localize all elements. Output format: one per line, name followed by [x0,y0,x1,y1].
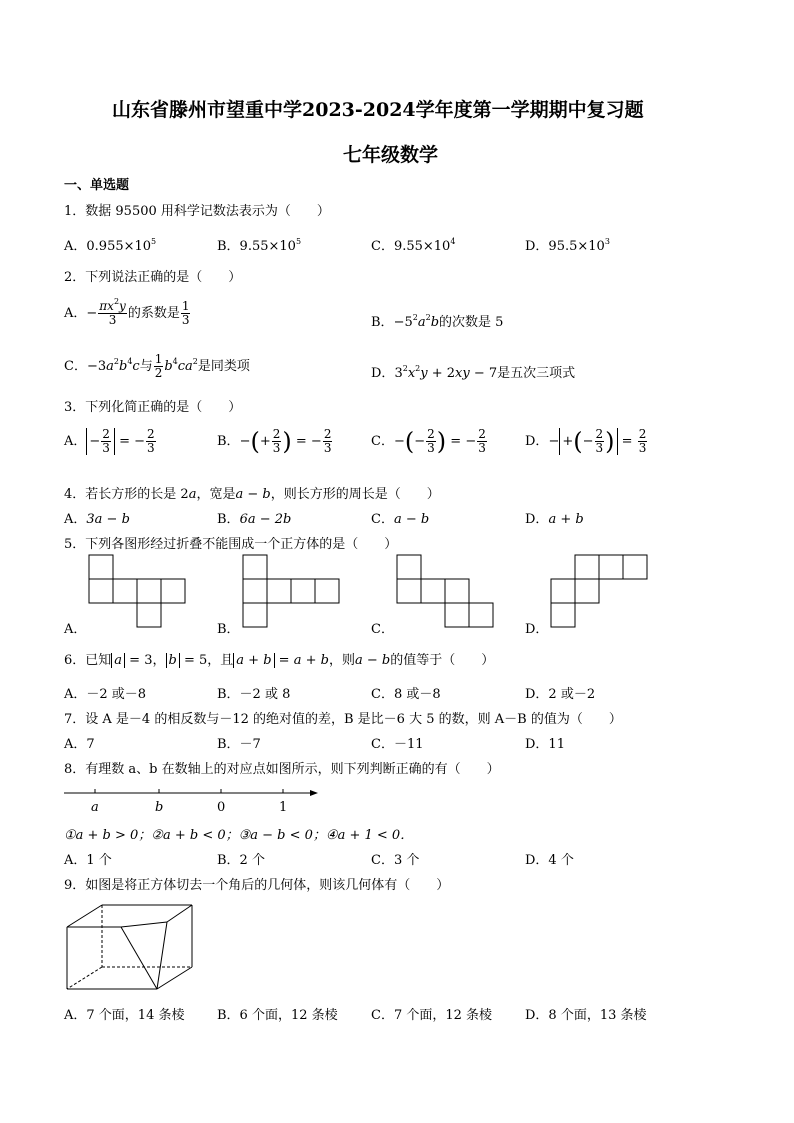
axis-label-0: 0 [217,800,226,815]
q3-option-a: A． − $\frac{2}{3}$ = − $\frac{2}{3}$ [64,427,155,455]
q9-option-b: B．6 个面，12 条棱 [217,1008,338,1023]
q1-option-d: D．$95.5\times 10^3$ [525,237,610,254]
question-6-stem: 6．已知 a = 3， b = 5，且 a + b = a + b，则a − b的值等于（ ） [64,653,495,668]
fraction: $\frac{\pi x^2y}{3}$ [99,297,126,327]
q4-option-a: A．3a − b [64,512,130,527]
q8-option-a: A．1 个 [64,853,112,868]
section-heading: 一、单选题 [64,178,130,193]
axis-label-b: b [155,800,164,815]
cube-net-c [397,555,497,630]
q5-option-c: C． [371,622,394,637]
q1-option-c: C．$9.55\times 10^4$ [371,237,456,254]
q2-option-c: C．$-3a^2b^4c$与 $\frac{1}{2}$ $b^4ca^2$是同类项 [64,352,250,380]
question-9-stem: 9．如图是将正方体切去一个角后的几何体，则该几何体有（ ） [64,878,450,893]
cut-cube-figure [64,902,196,992]
q2-option-d: D．$3^2x^2y + 2xy - 7$是五次三项式 [371,364,576,381]
cube-net-b [243,555,343,630]
q9-option-c: C．7 个面，12 条棱 [371,1008,493,1023]
question-2-stem: 2．下列说法正确的是（ ） [64,270,242,285]
question-1-stem: 1．数据 95500 用科学记数法表示为（ ） [64,204,330,219]
q4-option-d: D．a + b [525,512,584,527]
q3-option-c: C．−(− $\frac{2}{3}$ ) = − $\frac{2}{3}$ [371,427,486,456]
axis-label-a: a [91,800,99,815]
question-8-statements: ①a + b > 0；②a + b < 0；③a − b < 0；④a + 1 < 0． [64,828,414,843]
question-5-stem: 5．下列各图形经过折叠不能围成一个正方体的是（ ） [64,537,398,552]
q1-option-a: A．$0.955\times 10^5$ [64,237,157,254]
page-title: 山东省滕州市望重中学2023-2024学年度第一学期期中复习题 [112,99,644,121]
q6-option-a: A．－2 或－8 [64,687,147,702]
q6-option-b: B．－2 或 8 [217,687,291,702]
question-3-stem: 3．下列化简正确的是（ ） [64,400,242,415]
q4-option-c: C．a − b [371,512,430,527]
question-7-stem: 7．设 A 是－4 的相反数与－12 的绝对值的差，B 是比－6 大 5 的数，则 A－B 的值为（ ） [64,712,622,727]
q5-option-d: D． [525,622,549,637]
q8-option-d: D．4 个 [525,853,574,868]
q8-option-c: C．3 个 [371,853,420,868]
q6-option-c: C．8 或－8 [371,687,441,702]
q9-option-d: D．8 个面，13 条棱 [525,1008,647,1023]
question-8-stem: 8．有理数 a、b 在数轴上的对应点如图所示，则下列判断正确的有（ ） [64,762,500,777]
axis-label-1: 1 [279,800,288,815]
q2-option-b: B．$-5^2a^2b$的次数是 5 [371,313,504,330]
cube-net-a [89,555,189,630]
q3-option-b: B．−(+ $\frac{2}{3}$ ) = − $\frac{2}{3}$ [217,427,332,456]
question-4-stem: 4．若长方形的长是 2a，宽是a − b，则长方形的周长是（ ） [64,487,440,502]
q6-option-d: D．2 或－2 [525,687,596,702]
q7-option-c: C．－11 [371,737,424,752]
q9-option-a: A．7 个面，14 条棱 [64,1008,185,1023]
q8-option-b: B．2 个 [217,853,265,868]
number-line [64,785,324,819]
q5-option-a: A． [64,622,87,637]
q7-option-b: B．－7 [217,737,261,752]
cube-net-d [551,555,651,630]
q1-option-b: B．$9.55\times 10^5$ [217,237,302,254]
page-subtitle: 七年级数学 [343,144,439,166]
q4-option-b: B．6a − 2b [217,512,292,527]
q7-option-d: D．11 [525,737,565,752]
q3-option-d: D．− +(− $\frac{2}{3}$ ) = $\frac{2}{3}$ [525,427,647,456]
q5-option-b: B． [217,622,240,637]
q2-option-a: A．− $\frac{\pi x^2y}{3}$ 的系数是 $\frac{1}{3}$ [64,297,190,327]
q7-option-a: A．7 [64,737,95,752]
